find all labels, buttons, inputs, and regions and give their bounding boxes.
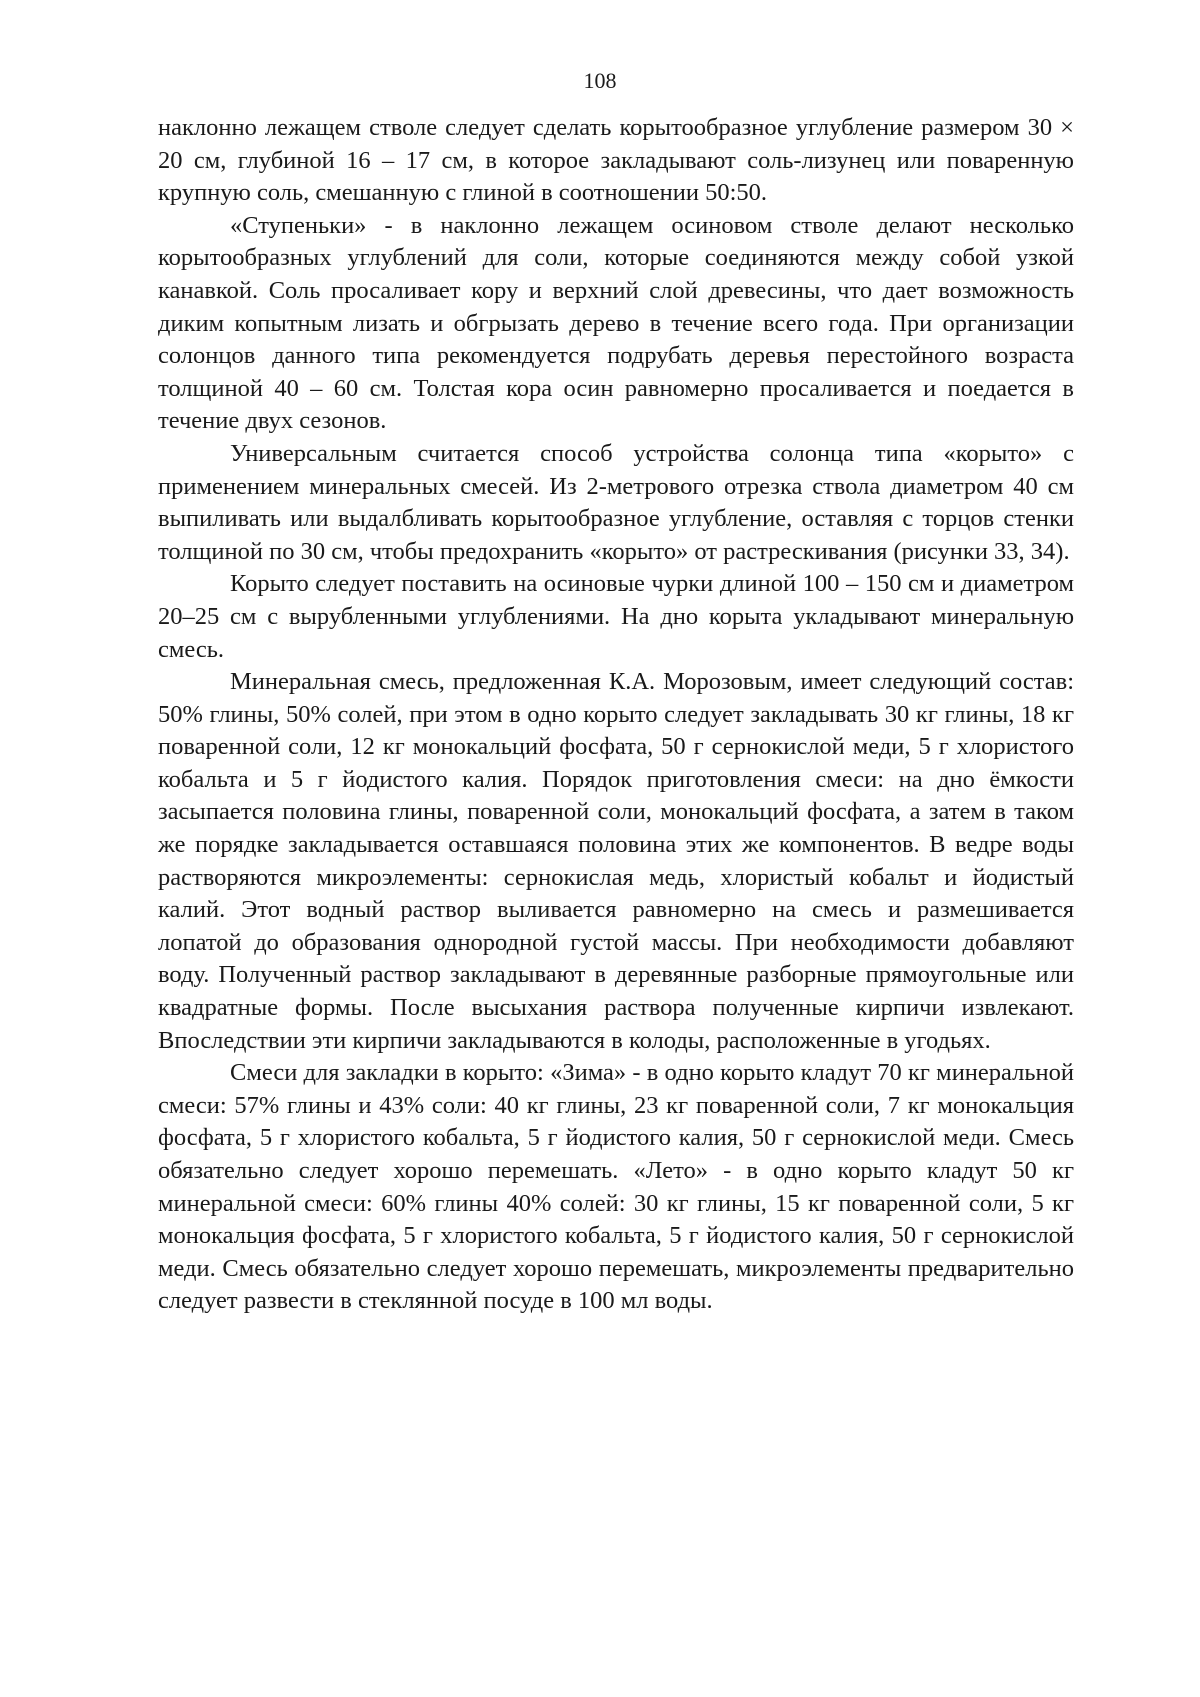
paragraph-6: Смеси для закладки в корыто: «Зима» - в одно корыто кладут 70 кг минеральной смеси: 57% глины и 43% соли: 40 кг глины, 23 кг поваренной соли, 7 кг монокальция фосфата, 5 г хлористого кобальта, 5 г йодистого калия, 50 г сернокислой меди. Смесь обязательно следует хорошо перемешать. «Лето» - в одно корыто кладут 50 кг минеральной смеси: 60% глины 40% солей: 30 кг глины, 15 кг поваренной соли, 5 кг монокальция фосфата, 5 г хлористого кобальта, 5 г йодистого калия, 50 г сернокислой меди. Смесь обязательно следует хорошо перемешать, микроэлементы предварительно следует развести в стеклянной посуде в 100 мл воды. bbox=[158, 1059, 1074, 1315]
body-text bbox=[158, 112, 1074, 1318]
paragraph-1: наклонно лежащем стволе следует сделать корытообразное углубление размером 30 × 20 см, глубиной 16 – 17 см, в которое закладывают соль-лизунец или поваренную крупную соль, смешанную с глиной в соотношении 50:50. bbox=[158, 114, 1074, 207]
paragraph-2: «Ступеньки» - в наклонно лежащем осиновом стволе делают несколько корытообразных углублений для соли, которые соединяются между собой узкой канавкой. Соль просаливает кору и верхний слой древесины, что дает возможность диким копытным лизать и обгрызать дерево в течение всего года. При организации солонцов данного типа рекомендуется подрубать деревья перестойного возраста толщиной 40 – 60 см. Толстая кора осин равномерно просаливается и поедается в течение двух сезонов. bbox=[158, 211, 1074, 435]
page-number: 108 bbox=[583, 68, 617, 93]
paragraph-4: Корыто следует поставить на осиновые чурки длиной 100 – 150 см и диаметром 20–25 см с вырубленными углублениями. На дно корыта укладывают минеральную смесь. bbox=[158, 570, 1074, 663]
paragraph-3: Универсальным считается способ устройства солонца типа «корыто» с применением минеральных смесей. Из 2-метрового отрезка ствола диаметром 40 см выпиливать или выдалбливать корытообразное углубление, оставляя с торцов стенки толщиной по 30 см, чтобы предохранить «корыто» от растрескивания (рисунки 33, 34). bbox=[158, 439, 1074, 565]
paragraph-5: Минеральная смесь, предложенная К.А. Морозовым, имеет следующий состав: 50% глины, 50% солей, при этом в одно корыто следует закладывать 30 кг глины, 18 кг поваренной соли, 12 кг монокальций фосфата, 50 г сернокислой меди, 5 г хлористого кобальта и 5 г йодистого калия. Порядок приготовления смеси: на дно ёмкости засыпается половина глины, поваренной соли, монокальций фосфата, а затем в таком же порядке закладывается оставшаяся половина этих же компонентов. В ведре воды растворяются микроэлементы: сернокислая медь, хлористый кобальт и йодистый калий. Этот водный раствор выливается равномерно на смесь и размешивается лопатой до образования однородной густой массы. При необходимости добавляют воду. Полученный раствор закладывают в деревянные разборные прямоугольные или квадратные формы. После высыхания раствора полученные кирпичи извлекают. Впоследствии эти кирпичи закладываются в колоды, расположенные в угодьях. bbox=[158, 668, 1074, 1054]
